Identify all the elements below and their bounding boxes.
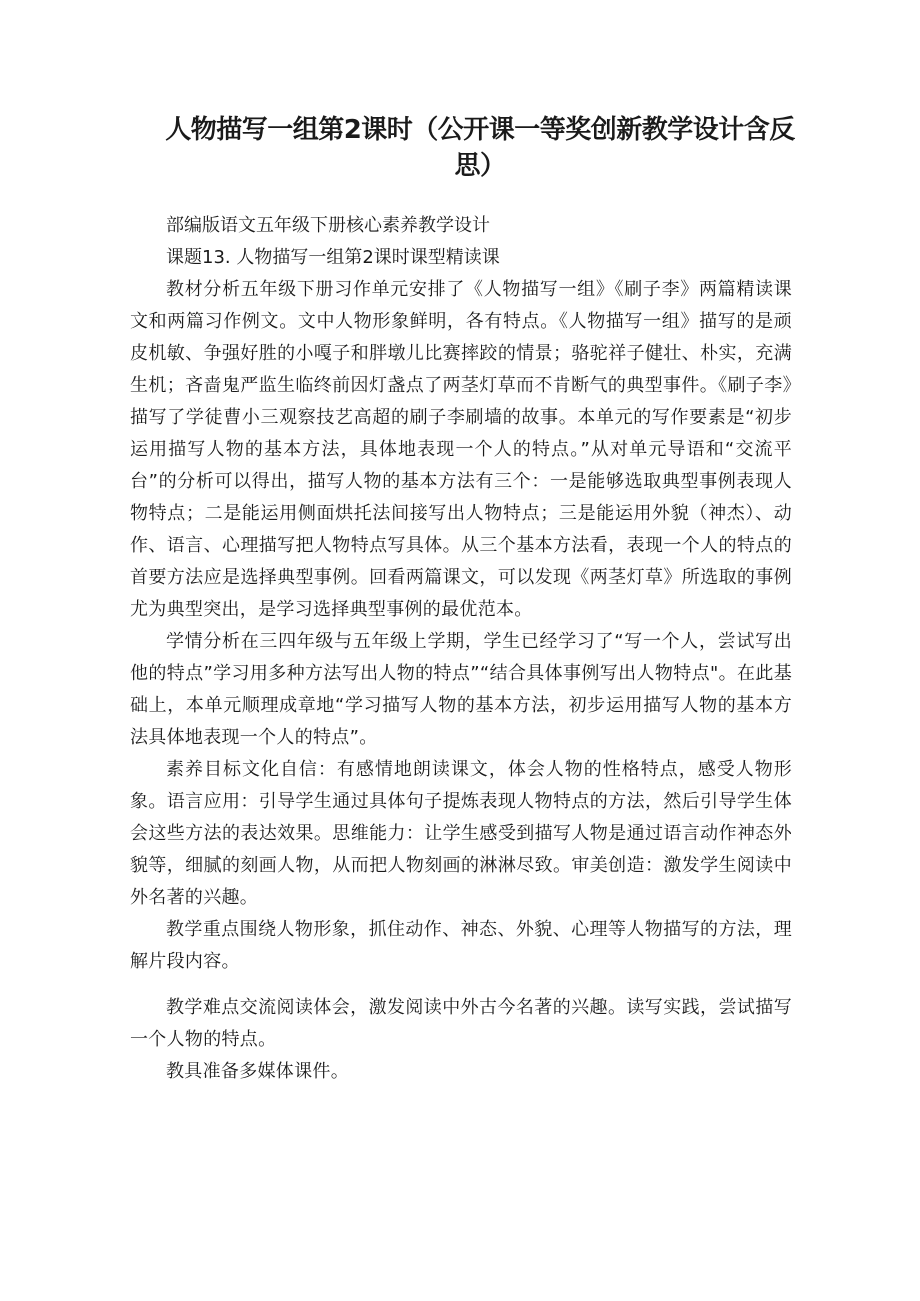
paragraph-teaching-aids: 教具准备多媒体课件。 (166, 1061, 349, 1082)
paragraph-teaching-focus: 教学重点围绕人物形象，抓住动作、神态、外貌、心理等人物描写的方法，理解片段内容。 (130, 919, 792, 972)
paragraph-student-analysis: 学情分析在三四年级与五年级上学期，学生已经学习了“写一个人，尝试写出他的特点”学习用多种方法写出人物的特点”“结合具体事例写出人物特点"。在此基础上，本单元顺理成章地“学习描写人物的基本方法，初步运用描写人物的基本方法具体地表现一个人的特点”。 (130, 631, 792, 748)
document-body (130, 210, 792, 1088)
paragraph-textbook-analysis: 教材分析五年级下册习作单元安排了《人物描写一组》《刷子李》两篇精读课文和两篇习作例文。文中人物形象鲜明，各有特点。《人物描写一组》描写的是顽皮机敏、争强好胜的小嘎子和胖墩儿比赛摔跤的情景；骆驼祥子健壮、朴实，充满生机；吝啬鬼严监生临终前因灯盏点了两茎灯草而不肯断气的典型事件。《刷子李》描写了学徒曹小三观察技艺高超的刷子李刷墙的故事。本单元的写作要素是“初步运用描写人物的基本方法，具体地表现一个人的特点。”从对单元导语和“交流平台”的分析可以得出，描写人物的基本方法有三个：一是能够选取典型事例表现人物特点；二是能运用侧面烘托法间接写出人物特点；三是能运用外貌（神杰）、动作、语言、心理描写把人物特点写具体。从三个基本方法看，表现一个人的特点的首要方法应是选择典型事例。回看两篇课文，可以发现《两茎灯草》所选取的事例尤为典型突出，是学习选择典型事例的最优范本。 (130, 279, 792, 620)
document-title: 人物描写一组第2课时（公开课一等奖创新教学设计含反思） (165, 115, 795, 181)
paragraph-literacy-goals: 素养目标文化自信：有感情地朗读课文，体会人物的性格特点，感受人物形象。语言应用：引导学生通过具体句子提炼表现人物特点的方法，然后引导学生体会这些方法的表达效果。思维能力：让学生感受到描写人物是通过语言动作神态外貌等，细腻的刻画人物，从而把人物刻画的淋淋尽致。审美创造：激发学生阅读中外名著的兴趣。 (130, 759, 792, 908)
header-line-edition: 部编版语文五年级下册核心素养教学设计 (166, 215, 490, 236)
paragraph-teaching-difficulty: 教学难点交流阅读体会，激发阅读中外古今名著的兴趣。读写实践，尝试描写一个人物的特点。 (130, 997, 792, 1050)
header-line-lesson: 课题13. 人物描写一组第2课时课型精读课 (166, 247, 500, 268)
